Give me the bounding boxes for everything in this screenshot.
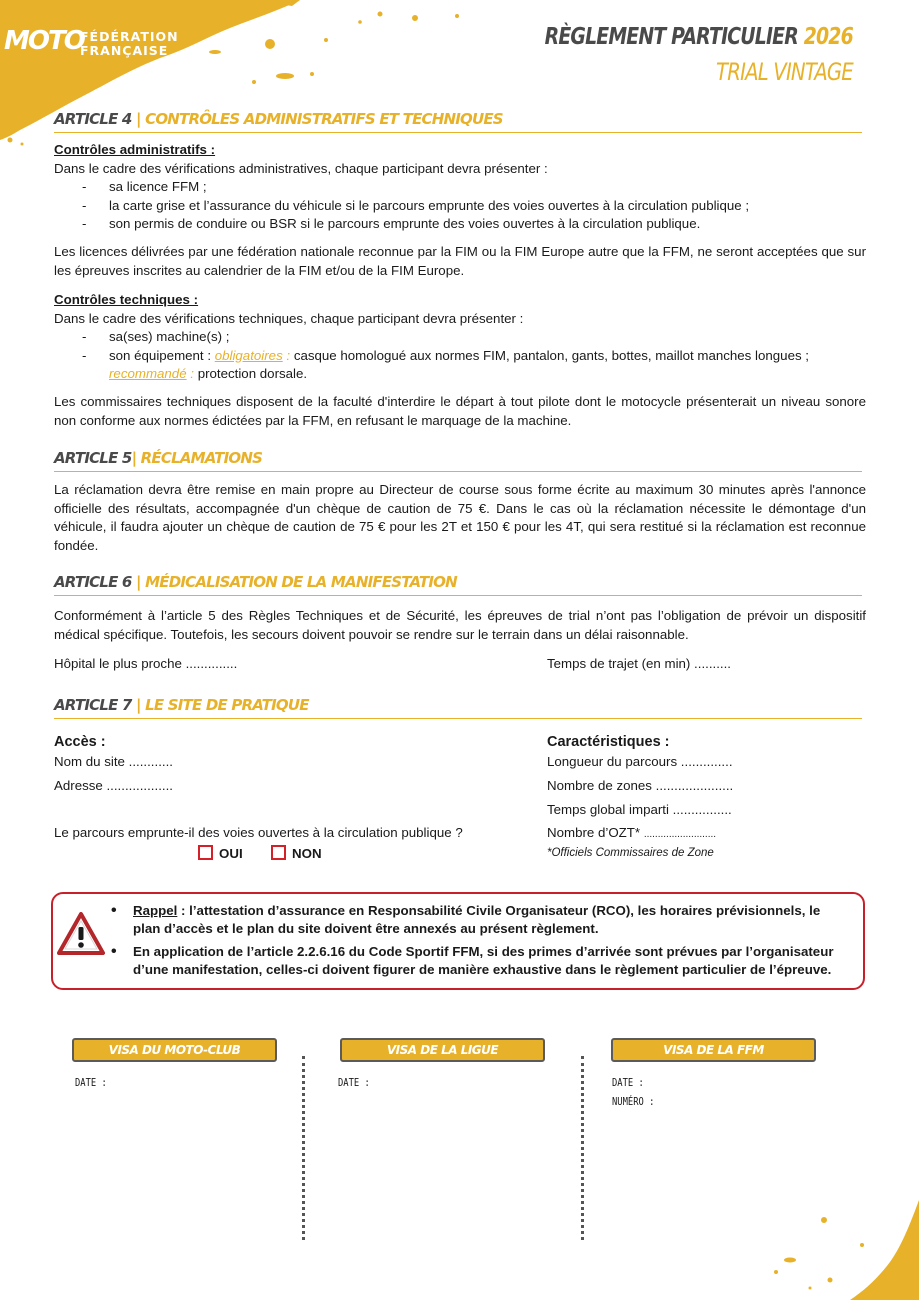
visa-club-date-label: DATE : xyxy=(75,1076,107,1089)
article-7-title: | LE SITE DE PRATIQUE xyxy=(136,696,309,714)
visa-divider xyxy=(302,1056,305,1240)
logo-line-1: FÉDÉRATION xyxy=(80,29,179,44)
tech-controls-heading: Contrôles techniques : xyxy=(54,292,199,307)
page-title-year: 2026 xyxy=(803,24,853,50)
visa-ffm-number-label: NUMÉRO : xyxy=(612,1095,655,1108)
article-7-number: ARTICLE 7 xyxy=(54,696,132,714)
public-roads-question: Le parcours emprunte-il des voies ouvertes à la circulation publique ? xyxy=(54,825,463,840)
reminder-rappel xyxy=(133,902,851,938)
mandatory-items: casque homologué aux normes FIM, pantalon, gants, bottes, maillot manches longues ; xyxy=(290,347,809,363)
list-item: - sa(ses) machine(s) ; xyxy=(54,328,866,347)
equipment-label: son équipement : xyxy=(109,347,215,363)
article-4-heading xyxy=(54,110,862,133)
logo-moto: MOTO xyxy=(4,26,84,56)
admin-controls-heading: Contrôles administratifs : xyxy=(54,142,216,157)
tech-controls-intro: Dans le cadre des vérifications techniques, chaque participant devra présenter : xyxy=(54,310,524,326)
course-length-field[interactable]: Longueur du parcours .............. xyxy=(547,754,733,769)
article-4-number: ARTICLE 4 xyxy=(54,110,132,128)
ozt-label: Nombre d’OZT* xyxy=(547,825,641,840)
page-title-text: RÈGLEMENT PARTICULIER xyxy=(544,24,799,50)
non-option[interactable] xyxy=(271,845,322,861)
recommended-colon: : xyxy=(186,366,194,381)
admin-controls-intro: Dans le cadre des vérifications administratives, chaque participant devra présenter : xyxy=(54,160,548,176)
mandatory-colon: : xyxy=(282,347,291,363)
oui-label: OUI xyxy=(219,846,243,861)
warning-icon xyxy=(57,912,105,956)
commissaires-paragraph: Les commissaires techniques disposent de la faculté d'interdire le départ à tout pilote dont le motocycle présenterait un niveau sonore non conforme aux normes édictées par la FFM, en refusant le marquage de la machine. xyxy=(54,394,866,428)
article-5-number: ARTICLE 5 xyxy=(54,449,132,467)
list-item xyxy=(54,347,866,384)
ozt-footnote: *Officiels Commissaires de Zone xyxy=(547,847,714,859)
article-6-number: ARTICLE 6 xyxy=(54,573,132,591)
oui-checkbox[interactable] xyxy=(198,845,213,860)
visa-ffm-date-label: DATE : xyxy=(612,1076,644,1089)
article-6-heading xyxy=(54,573,862,596)
rappel-label: Rappel xyxy=(133,903,178,918)
tech-controls-list xyxy=(54,328,866,384)
site-name-field[interactable]: Nom du site ............ xyxy=(54,754,173,769)
reminder-list xyxy=(133,902,851,984)
address-field[interactable]: Adresse .................. xyxy=(54,778,173,793)
logo-line-2: FRANÇAISE xyxy=(80,43,169,58)
visa-ligue-date-label: DATE : xyxy=(338,1076,370,1089)
article-6-title: | MÉDICALISATION DE LA MANIFESTATION xyxy=(136,573,457,591)
logo-federation xyxy=(80,30,179,58)
characteristics-heading: Caractéristiques : xyxy=(547,734,670,750)
non-label: NON xyxy=(292,846,322,861)
list-item: - sa licence FFM ; xyxy=(54,178,866,197)
recommended-label: recommandé xyxy=(109,366,187,381)
travel-time-field[interactable]: Temps de trajet (en min) .......... xyxy=(547,656,732,671)
article-4-title: | CONTRÔLES ADMINISTRATIFS ET TECHNIQUES xyxy=(136,110,503,128)
recommended-items: protection dorsale. xyxy=(194,366,308,381)
oui-option[interactable] xyxy=(198,845,243,861)
access-heading: Accès : xyxy=(54,734,106,750)
article-7-heading xyxy=(54,696,862,719)
article-4-tech-block xyxy=(54,291,866,384)
visa-ligue-header: VISA DE LA LIGUE xyxy=(340,1038,545,1062)
list-item: - son permis de conduire ou BSR si le parcours emprunte des voies ouvertes à la circulation publique. xyxy=(54,215,866,234)
page-title xyxy=(545,24,853,50)
ozt-count-field[interactable] xyxy=(547,825,716,840)
article-4-admin-block xyxy=(54,141,866,234)
reminder-box xyxy=(51,892,865,990)
visa-moto-club-header: VISA DU MOTO-CLUB xyxy=(72,1038,277,1062)
mandatory-label: obligatoires xyxy=(214,347,283,363)
reminder-application: • En application de l’article 2.2.6.16 du Code Sportif FFM, si des primes d’arrivée sont prévues par l’organisateur d’une manifestation, celles-ci doivent figurer de manière exhaustive dans le règlement particulier de l’épreuve. xyxy=(133,943,851,979)
list-item: - la carte grise et l’assurance du véhicule si le parcours emprunte des voies ouvertes à la circulation publique ; xyxy=(54,197,866,216)
zones-count-field[interactable]: Nombre de zones ..................... xyxy=(547,778,734,793)
rappel-text: : l’attestation d’assurance en Responsabilité Civile Organisateur (RCO), les horaires prévisionnels, le plan d’accès et le plan du site doivent être annexés au présent règlement. xyxy=(133,903,821,936)
licence-paragraph: Les licences délivrées par une fédération nationale reconnue par la FIM ou la FIM Europe autre que la FFM, ne seront acceptées que sur les épreuves inscrites au calendrier de la FIM et/ou de la FIM Europe. xyxy=(54,244,866,278)
page-subtitle: TRIAL VINTAGE xyxy=(716,58,853,86)
article-5-title: | RÉCLAMATIONS xyxy=(131,449,263,467)
footer-splash-graphic xyxy=(750,1200,919,1300)
ozt-dots: .......................... xyxy=(643,829,717,840)
non-checkbox[interactable] xyxy=(271,845,286,860)
reclamations-paragraph: La réclamation devra être remise en main propre au Directeur de course sous forme écrite au maximum 30 minutes après l'annonce officielle des résultats, accompagnée d'un chèque de caution de 75 €. Dans le cas où la réclamation nécessite le démontage d'un véhicule, il faudra ajouter un chèque de caution de 75 € pour les 2T et 150 € pour les 4T, qui sera restitué si la réclamation est reconnue fondée. xyxy=(54,482,866,553)
visa-ffm-header: VISA DE LA FFM xyxy=(611,1038,816,1062)
admin-controls-list xyxy=(54,178,866,234)
visa-divider xyxy=(581,1056,584,1240)
hospital-field[interactable]: Hôpital le plus proche .............. xyxy=(54,656,238,671)
medicalisation-paragraph: Conformément à l’article 5 des Règles Techniques et de Sécurité, les épreuves de trial n’ont pas l’obligation de prévoir un dispositif médical spécifique. Toutefois, les secours doivent pouvoir se rendre sur le terrain dans un délai raisonnable. xyxy=(54,608,866,642)
total-time-field[interactable]: Temps global imparti ................ xyxy=(547,802,732,817)
article-5-heading xyxy=(54,449,862,472)
